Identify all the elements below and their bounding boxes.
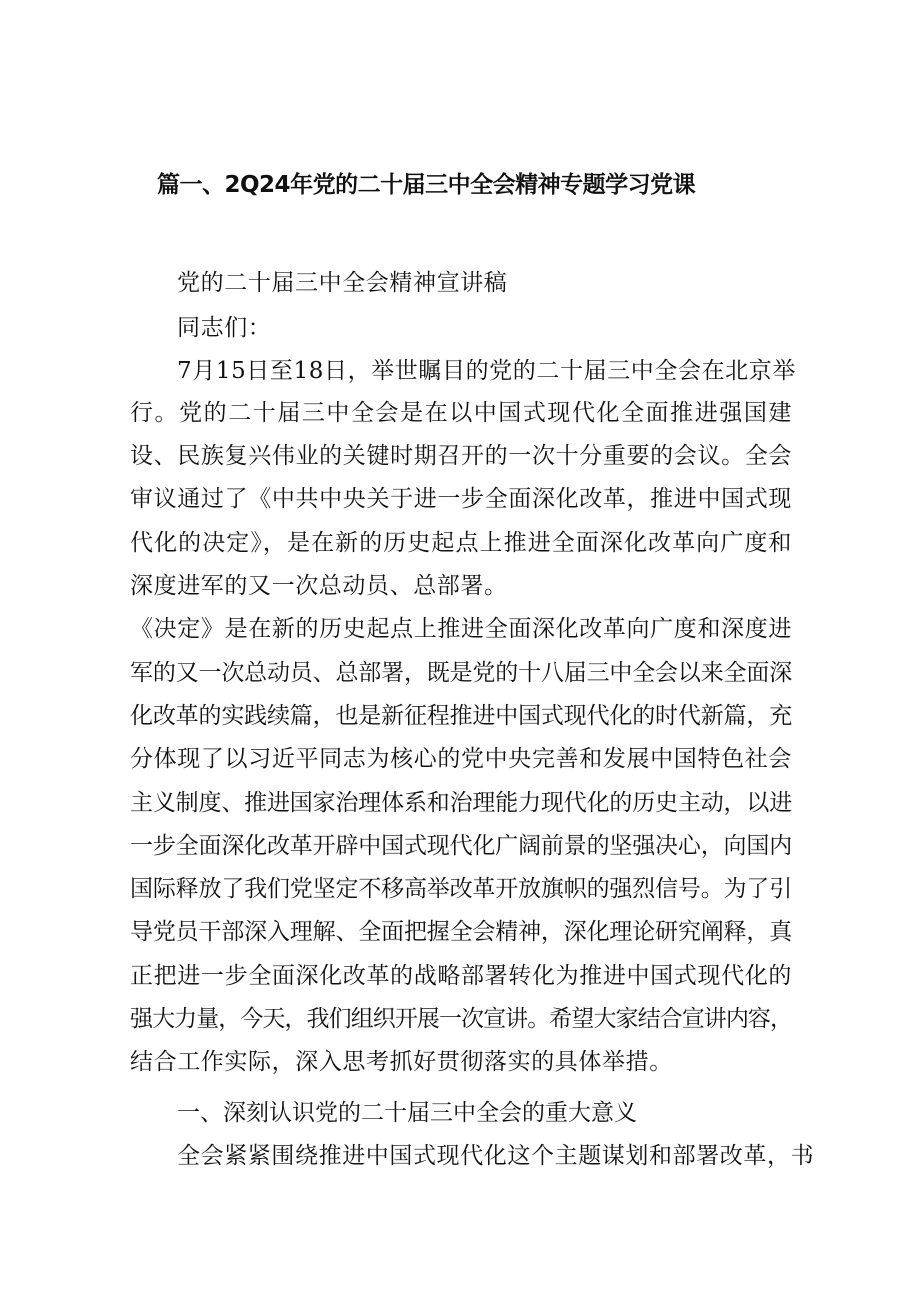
paragraph-line: 结合工作实际，深入思考抓好贯彻落实的具体举措。 bbox=[130, 1049, 673, 1075]
paragraph-line: 全会紧紧围绕推进中国式现代化这个主题谋划和部署改革，书 bbox=[177, 1143, 815, 1169]
paragraph-line: 分体现了以习近平同志为核心的党中央完善和发展中国特色社会 bbox=[130, 746, 792, 772]
paragraph-line: 导党员干部深入理解、全面把握全会精神，深化理论研究阐释，真 bbox=[130, 919, 792, 945]
paragraph-line: 深度进军的又一次总动员、总部署。 bbox=[130, 573, 508, 599]
paragraph-line: 《决定》是在新的历史起点上推进全面深化改革向广度和深度进 bbox=[130, 616, 792, 642]
document-title: 篇一、2Q24年党的二十届三中全会精神专题学习党课 bbox=[157, 172, 696, 198]
paragraph-line: 7月15日至18日，举世瞩目的党的二十届三中全会在北京举 bbox=[177, 358, 796, 384]
paragraph-line: 代化的决定》，是在新的历史起点上推进全面深化改革向广度和 bbox=[130, 530, 792, 556]
document-subtitle: 党的二十届三中全会精神宣讲稿 bbox=[177, 270, 508, 296]
paragraph-line: 审议通过了《中共中央关于进一步全面深化改革，推进中国式现 bbox=[130, 486, 792, 512]
paragraph-line: 正把进一步全面深化改革的战略部署转化为推进中国式现代化的 bbox=[130, 963, 792, 989]
salutation: 同志们： bbox=[177, 315, 272, 341]
paragraph-line: 国际释放了我们党坚定不移高举改革开放旗帜的强烈信号。为了引 bbox=[130, 876, 792, 902]
section-heading: 一、深刻认识党的二十届三中全会的重大意义 bbox=[177, 1100, 637, 1126]
paragraph-line: 强大力量，今天，我们组织开展一次宣讲。希望大家结合宣讲内容， bbox=[130, 1006, 792, 1032]
paragraph-line: 化改革的实践续篇，也是新征程推进中国式现代化的时代新篇，充 bbox=[130, 703, 792, 729]
paragraph-line: 一步全面深化改革开辟中国式现代化广阔前景的坚强决心，向国内 bbox=[130, 833, 792, 859]
paragraph-line: 主义制度、推进国家治理体系和治理能力现代化的历史主动，以进 bbox=[130, 790, 792, 816]
paragraph-line: 行。党的二十届三中全会是在以中国式现代化全面推进强国建 bbox=[130, 400, 792, 426]
paragraph-line: 设、民族复兴伟业的关键时期召开的一次十分重要的会议。全会 bbox=[130, 443, 792, 469]
paragraph-line: 军的又一次总动员、总部署，既是党的十八届三中全会以来全面深 bbox=[130, 660, 792, 686]
